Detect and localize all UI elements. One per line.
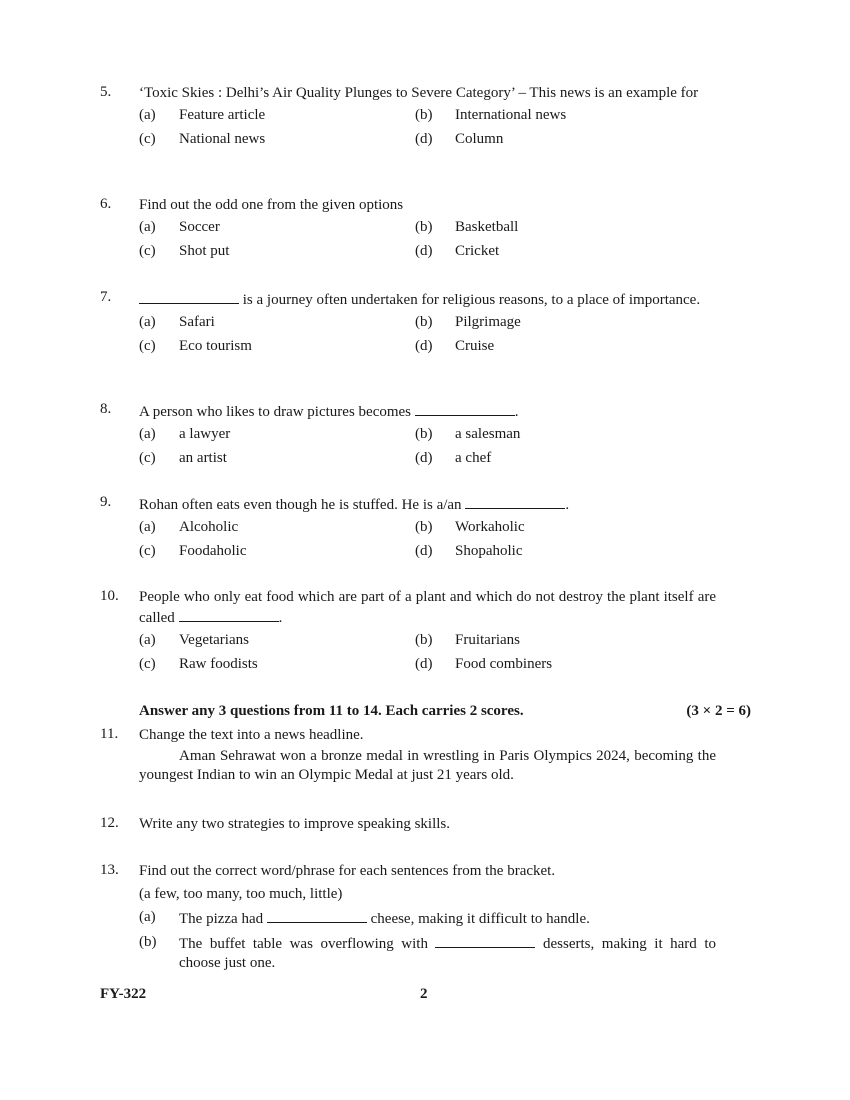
option-c: (c) Raw foodists xyxy=(139,656,258,672)
section-instruction xyxy=(139,703,751,720)
option-d: (d) Shopaholic xyxy=(415,543,523,559)
option-d: (d) Column xyxy=(415,131,504,147)
word-bracket: (a few, too many, too much, little) xyxy=(139,886,343,902)
option-a: (a) Safari xyxy=(139,314,215,330)
answer-blank xyxy=(465,494,565,509)
option-b: (b) Workaholic xyxy=(415,519,525,535)
question-stem: Write any two strategies to improve speaking skills. xyxy=(139,816,451,832)
options xyxy=(139,314,716,362)
option-d: (d) Cricket xyxy=(415,243,500,259)
options xyxy=(139,519,716,567)
section-marks: (3 × 2 = 6) xyxy=(686,703,751,719)
paper-code: FY-322 xyxy=(100,986,147,1002)
options xyxy=(139,632,716,680)
question-stem: Change the text into a news headline. xyxy=(139,727,364,743)
question-stem: People who only eat food which are part of a plant and which do not destroy the plant itself are called . xyxy=(139,589,716,626)
question-number: 6. xyxy=(100,196,112,212)
options xyxy=(139,426,716,474)
option-c: (c) Shot put xyxy=(139,243,230,259)
question-number: 5. xyxy=(100,84,112,100)
question-11 xyxy=(100,726,716,785)
question-7 xyxy=(100,289,716,362)
option-c: (c) Eco tourism xyxy=(139,338,252,354)
question-stem: is a journey often undertaken for religious reasons, to a place of importance. xyxy=(139,289,716,310)
question-stem: ‘Toxic Skies : Delhi’s Air Quality Plunges to Severe Category’ – This news is an example for xyxy=(139,85,699,101)
instruction-text: Answer any 3 questions from 11 to 14. Each carries 2 scores. xyxy=(139,703,524,719)
options xyxy=(139,107,716,155)
question-number: 13. xyxy=(100,862,119,878)
question-13 xyxy=(100,862,716,973)
answer-blank xyxy=(139,289,239,304)
question-number: 9. xyxy=(100,494,112,510)
option-a: (a) Soccer xyxy=(139,219,220,235)
question-9 xyxy=(100,494,716,567)
subquestion-a: (a) The pizza had cheese, making it difficult to handle. xyxy=(139,909,590,927)
option-b: (b) Pilgrimage xyxy=(415,314,521,330)
question-number: 11. xyxy=(100,726,119,742)
question-10 xyxy=(100,588,716,680)
question-12 xyxy=(100,815,716,834)
option-b: (b) a salesman xyxy=(415,426,521,442)
option-c: (c) an artist xyxy=(139,450,227,466)
question-6 xyxy=(100,196,716,267)
question-number: 8. xyxy=(100,401,112,417)
answer-blank xyxy=(435,933,535,948)
option-a: (a) a lawyer xyxy=(139,426,231,442)
option-a: (a) Vegetarians xyxy=(139,632,249,648)
news-passage: Aman Sehrawat won a bronze medal in wrestling in Paris Olympics 2024, becoming the youngest Indian to win an Olympic Medal at just 21 years old. xyxy=(139,748,716,783)
question-number: 12. xyxy=(100,815,119,831)
option-b: (b) Basketball xyxy=(415,219,519,235)
option-b: (b) Fruitarians xyxy=(415,632,520,648)
question-stem: Find out the odd one from the given options xyxy=(139,197,404,213)
options xyxy=(139,219,716,267)
option-c: (c) Foodaholic xyxy=(139,543,247,559)
answer-blank xyxy=(179,607,279,622)
option-d: (d) Cruise xyxy=(415,338,495,354)
question-8 xyxy=(100,401,716,474)
answer-blank xyxy=(415,401,515,416)
question-number: 10. xyxy=(100,588,119,604)
subquestion-b: (b) The buffet table was overflowing with desserts, making it hard to choose just one. xyxy=(139,934,717,971)
option-c: (c) National news xyxy=(139,131,266,147)
question-stem: A person who likes to draw pictures becomes . xyxy=(139,401,716,422)
option-a: (a) Alcoholic xyxy=(139,519,239,535)
question-5 xyxy=(100,84,716,155)
question-stem: Rohan often eats even though he is stuffed. He is a/an . xyxy=(139,494,716,515)
option-b: (b) International news xyxy=(415,107,567,123)
question-stem: Find out the correct word/phrase for each sentences from the bracket. xyxy=(139,863,556,879)
option-a: (a) Feature article xyxy=(139,107,266,123)
question-number: 7. xyxy=(100,289,112,305)
page-number: 2 xyxy=(420,986,428,1002)
option-d: (d) Food combiners xyxy=(415,656,553,672)
answer-blank xyxy=(267,908,367,923)
option-d: (d) a chef xyxy=(415,450,492,466)
